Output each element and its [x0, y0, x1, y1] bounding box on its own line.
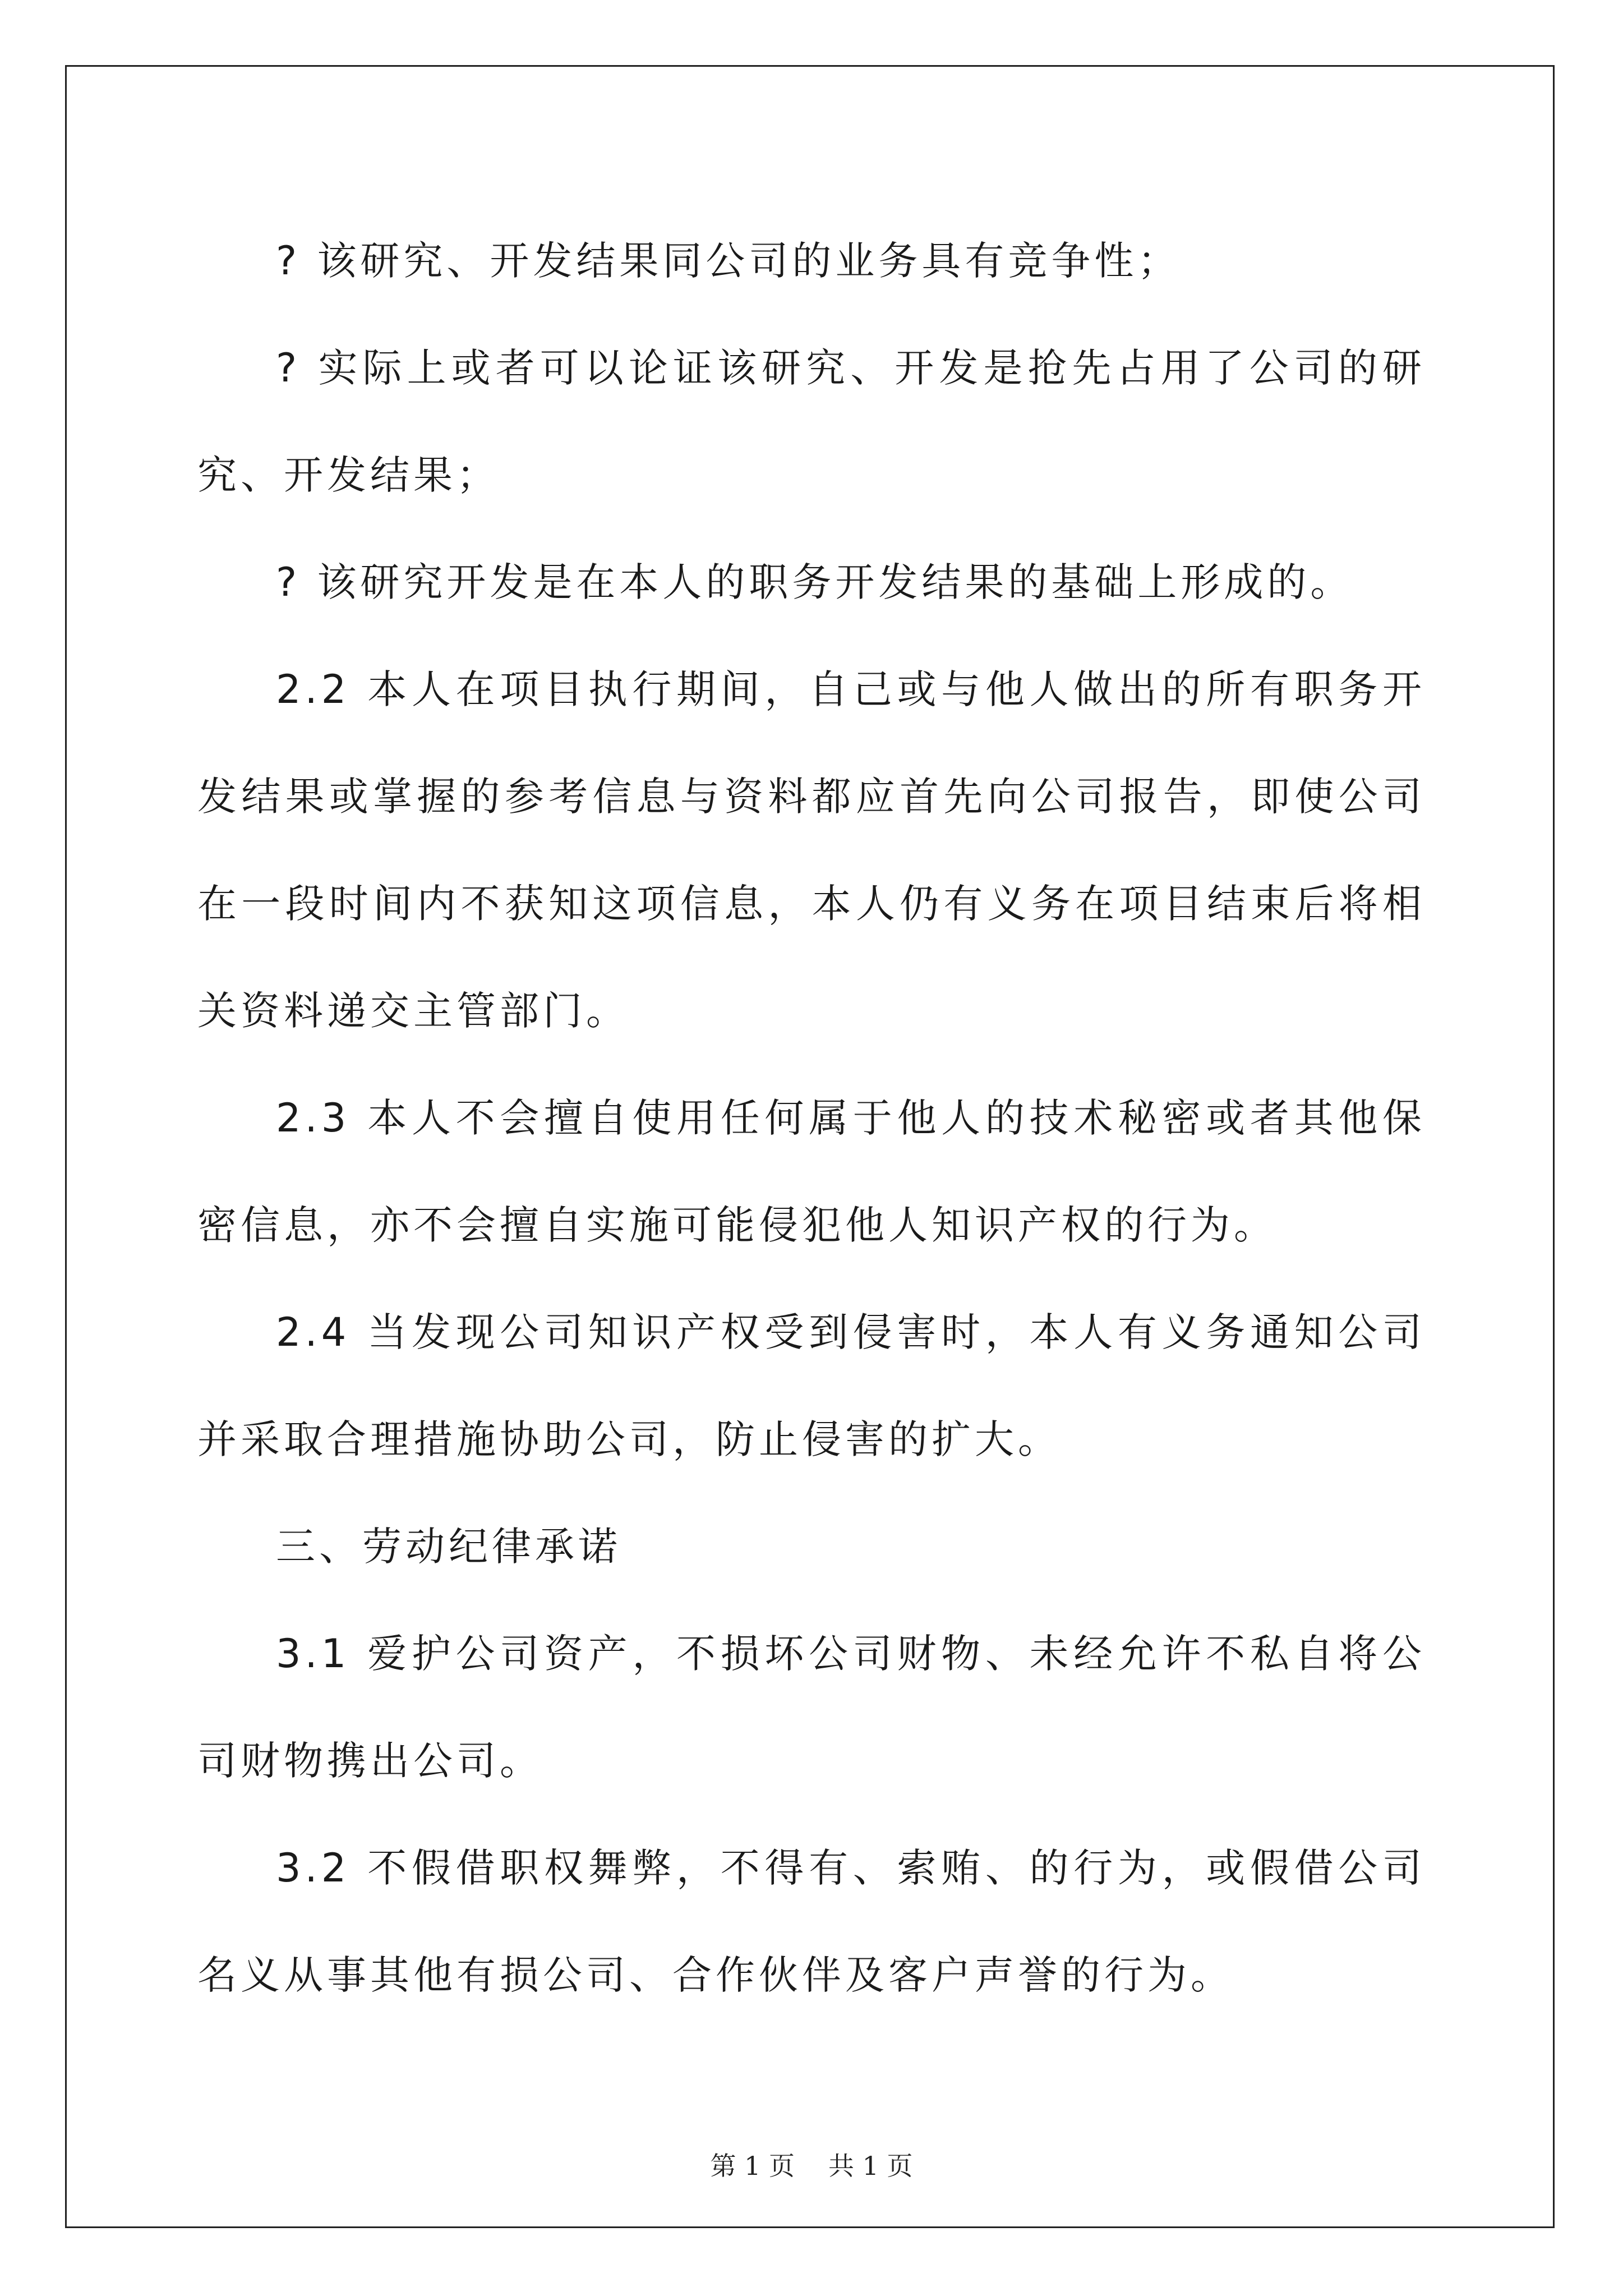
paragraph-4: 2.2 本人在项目执行期间，自己或与他人做出的所有职务开发结果或掌握的参考信息与资料都应首先向公司报告，即使公司在一段时间内不获知这项信息，本人仍有义务在项目结束后将相关资料递交主管部门。	[197, 666, 1426, 1034]
paragraph-3: ? 该研究开发是在本人的职务开发结果的基础上形成的。	[276, 559, 1354, 605]
document-body	[197, 208, 1426, 2029]
page-total: 共 1 页	[828, 2151, 913, 2181]
page-number: 第 1 页	[710, 2151, 795, 2181]
paragraph-8: 3.1 爱护公司资产，不损坏公司财物、未经允许不私自将公司财物携出公司。	[197, 1631, 1426, 1784]
paragraph-9: 3.2 不假借职权舞弊，不得有、索贿、的行为，或假借公司名义从事其他有损公司、合作伙伴及客户声誉的行为。	[197, 1845, 1426, 1998]
paragraph-5: 2.3 本人不会擅自使用任何属于他人的技术秘密或者其他保密信息，亦不会擅自实施可能侵犯他人知识产权的行为。	[197, 1095, 1426, 1248]
paragraph-2: ? 实际上或者可以论证该研究、开发是抢先占用了公司的研究、开发结果；	[197, 345, 1426, 498]
page-footer	[0, 2146, 1623, 2183]
section-heading: 三、劳动纪律承诺	[276, 1524, 621, 1570]
paragraph-6: 2.4 当发现公司知识产权受到侵害时，本人有义务通知公司并采取合理措施协助公司，防止侵害的扩大。	[197, 1309, 1426, 1462]
paragraph-1: ? 该研究、开发结果同公司的业务具有竞争性；	[276, 238, 1181, 284]
